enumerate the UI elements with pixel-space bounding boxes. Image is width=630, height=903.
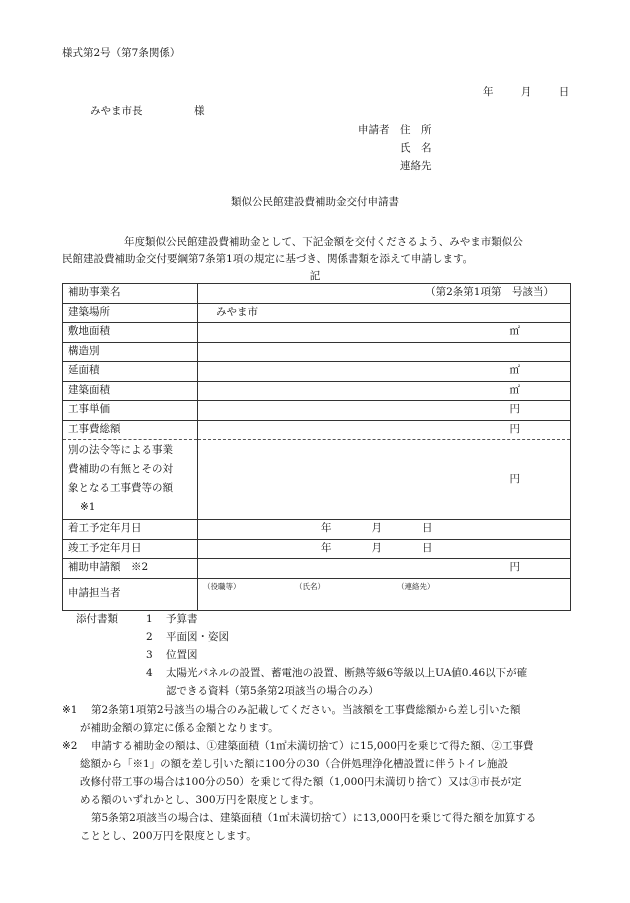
row-label: 補助事業名 <box>63 284 198 304</box>
attachment-text: 位置図 <box>166 649 198 661</box>
other-law-label <box>63 440 198 520</box>
addressee-sama: 様 <box>194 105 205 117</box>
table-row <box>63 381 571 401</box>
row-label: 着工予定年月日 <box>63 520 198 540</box>
ki-heading: 記 <box>309 270 321 282</box>
table-row <box>63 578 571 610</box>
unit-label: ㎡ <box>509 364 520 377</box>
table-row <box>63 342 571 362</box>
table-row <box>63 323 571 343</box>
date-d: 日 <box>422 541 433 554</box>
applicant-contact-label: 連絡先 <box>400 160 432 172</box>
end-date-field[interactable] <box>198 539 571 559</box>
row-label: 建築場所 <box>63 303 198 323</box>
unit-label: ㎡ <box>509 325 520 338</box>
note1-line: が補助金額の算定に係る金額となります。 <box>80 722 279 734</box>
person-contact-sub: （連絡先） <box>397 581 435 591</box>
other-law-line: 費補助の有無とその対 <box>68 463 173 475</box>
row-label: 工事単価 <box>63 401 198 421</box>
attachment-no: 2 <box>146 631 153 643</box>
table-row <box>63 420 571 440</box>
intro-line-1: 年度類似公民館建設費補助金として、下記金額を交付くださるよう、みやま市類似公 <box>124 236 523 248</box>
note1-line: 第2条第1項第2号該当の場合のみ記載してください。当該額を工事費総額から差し引いた額 <box>91 704 521 716</box>
row-label: 申請担当者 <box>63 578 198 610</box>
date-y: 年 <box>321 541 332 554</box>
row-label: 敷地面積 <box>63 323 198 343</box>
attachment-text: 予算書 <box>166 613 198 625</box>
person-name-sub: （氏名） <box>295 581 325 591</box>
table-row <box>63 362 571 382</box>
table-row <box>63 440 571 520</box>
note3-line: 第5条第2項該当の場合は、建築面積（1㎡未満切捨て）に13,000円を乗じて得た額を加算する <box>91 812 537 824</box>
attachment-text: 平面図・姿図 <box>166 631 229 643</box>
total-cost-field[interactable] <box>198 420 571 440</box>
table-row <box>63 520 571 540</box>
attachments-label: 添付書類 <box>76 613 118 625</box>
structure-field[interactable] <box>198 342 571 362</box>
row-label: 補助申請額 ※2 <box>63 559 198 579</box>
intro-line-2: 民館建設費補助金交付要綱第7条第1項の規定に基づき、関係書類を添えて申請します。 <box>62 253 474 265</box>
note2-line: 総額から「※1」の額を差し引いた額に100分の30（合併処理浄化槽設置に伴うトイレ施設 <box>80 758 509 770</box>
applicant-label: 申請者 <box>358 124 390 136</box>
form-id: 様式第2号（第7条関係） <box>62 47 181 59</box>
unit-label: 円 <box>509 472 520 485</box>
other-law-line: 別の法令等による事業 <box>68 444 173 456</box>
unit-price-field[interactable] <box>198 401 571 421</box>
other-law-line: ※1 <box>80 501 96 513</box>
unit-label: 円 <box>509 403 520 416</box>
table-row <box>63 559 571 579</box>
site-area-field[interactable] <box>198 323 571 343</box>
project-name-field[interactable]: （第2条第1項第 号該当） <box>198 284 571 304</box>
other-law-amount-field[interactable] <box>198 440 571 520</box>
applicant-name-label: 氏 名 <box>400 142 432 154</box>
note1-mark: ※1 <box>62 704 78 716</box>
date-line <box>483 86 569 100</box>
unit-label: 円 <box>509 422 520 435</box>
row-label: 延面積 <box>63 362 198 382</box>
applicant-address-label: 住 所 <box>400 124 432 136</box>
building-area-field[interactable] <box>198 381 571 401</box>
attachment-no: 3 <box>146 649 153 661</box>
note3-line: こととし、200万円を限度とします。 <box>80 830 257 842</box>
date-day: 日 <box>558 86 570 98</box>
other-law-line: 象となる工事費等の額 <box>68 482 173 494</box>
date-d: 日 <box>422 522 433 535</box>
attachment-no: 4 <box>146 667 153 679</box>
row-label: 工事費総額 <box>63 420 198 440</box>
unit-label: ㎡ <box>509 383 520 396</box>
location-field[interactable]: みやま市 <box>198 303 571 323</box>
floor-area-field[interactable] <box>198 362 571 382</box>
person-field[interactable] <box>198 578 571 610</box>
start-date-field[interactable] <box>198 520 571 540</box>
table-row <box>63 303 571 323</box>
note2-line: 改修付帯工事の場合は100分の50）を乗じて得た額（1,000円未満切り捨て）又は③市長が定 <box>80 776 522 788</box>
application-table <box>62 283 571 611</box>
table-row <box>63 401 571 421</box>
attachment-text-cont: 認できる資料（第5条第2項該当の場合のみ） <box>166 685 379 697</box>
attachment-no: 1 <box>146 613 153 625</box>
note2-line: 申請する補助金の額は、①建築面積（1㎡未満切捨て）に15,000円を乗じて得た額、②工事費 <box>91 740 534 752</box>
unit-label: 円 <box>509 561 520 574</box>
row-label: 竣工予定年月日 <box>63 539 198 559</box>
date-year: 年 <box>483 86 494 98</box>
document-title: 類似公民館建設費補助金交付申請書 <box>231 196 399 208</box>
person-role-sub: （役職等） <box>203 581 241 591</box>
row-label: 建築面積 <box>63 381 198 401</box>
table-row <box>63 539 571 559</box>
date-m: 月 <box>371 522 382 535</box>
date-month: 月 <box>520 86 532 98</box>
row-label: 構造別 <box>63 342 198 362</box>
note2-line: める額のいずれかとし、300万円を限度とします。 <box>80 794 320 806</box>
addressee-name: みやま市長 <box>90 105 143 117</box>
table-row <box>63 284 571 304</box>
attachment-text: 太陽光パネルの設置、蓄電池の設置、断熱等級6等級以上UA値0.46以下が確 <box>166 667 528 679</box>
date-m: 月 <box>371 541 382 554</box>
date-y: 年 <box>321 522 332 535</box>
note2-mark: ※2 <box>62 740 78 752</box>
subsidy-amount-field[interactable] <box>198 559 571 579</box>
